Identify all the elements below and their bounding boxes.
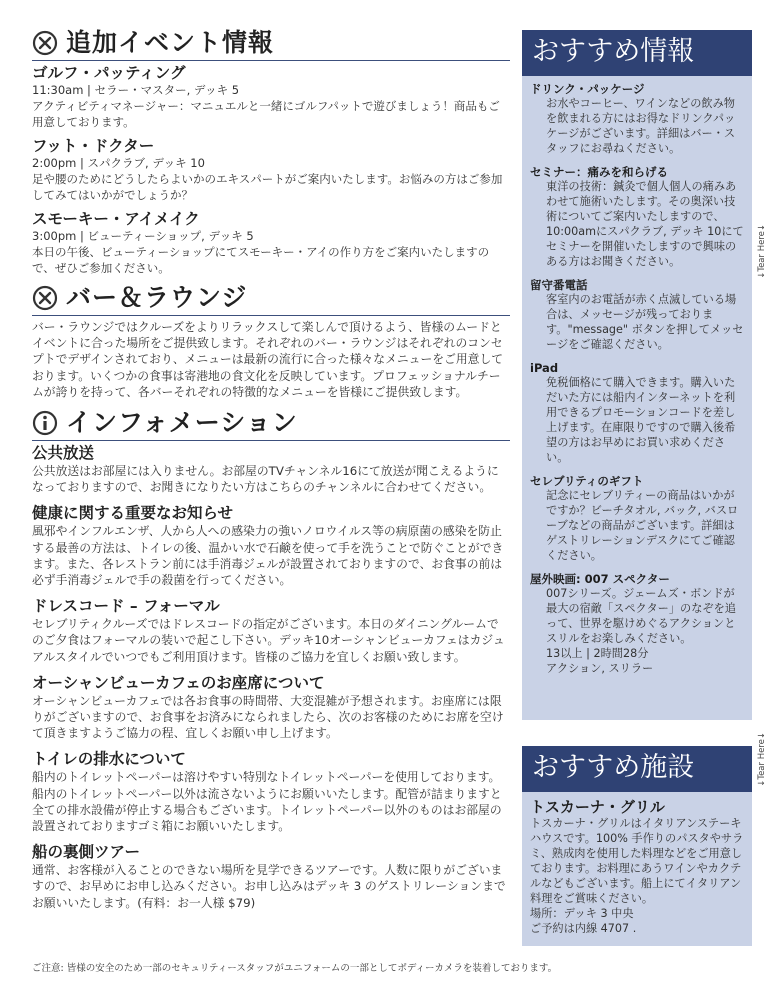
section-title: インフォメーション	[66, 408, 298, 438]
bar-description: バー・ラウンジではクルーズをよりリラックスして楽しんで頂けるよう、皆様のムードとイベントに合った場所をご提供致します。それぞれのバー・ラウンジはそれぞれのコンセプトでデザインされており、メニューは最新の流行に合った様々なメニューをご用意しております。いくつかの食事は寄港地の食文化を反映しています。プロフェッショナルチームが誇りを持って、各バーそれぞれの特徴的なメニューを皆様にご提供致します。	[32, 320, 504, 399]
info-item	[32, 444, 510, 495]
movie-genre: アクション, スリラー	[546, 662, 654, 675]
event-title: フット・ドクター	[32, 137, 155, 155]
event-time: 11:30am | セラー・マスター, デッキ 5	[32, 83, 240, 97]
facility-location: 場所：デッキ 3 中央	[530, 907, 634, 920]
recommend-item	[530, 165, 744, 269]
recommend-item	[530, 278, 744, 352]
event-description: 足や腰のためにどうしたらよいかのエキスパートがご案内いたします。お悩みの方はご参加してみてはいかがでしょうか？	[32, 172, 503, 202]
recommend-item	[530, 474, 744, 563]
info-title: 船の裏側ツアー	[32, 843, 141, 862]
event-item	[32, 210, 510, 276]
recommend-item-text: 免税価格にて購入できます。購入いただいた方には船内インターネットを利用できるプロモーションコードを差し上げます。在庫限りですので購入後希望の方はお早めにお買い求めください。	[546, 376, 736, 464]
section-header-info	[32, 408, 510, 441]
recommend-panel-title: おすすめ情報	[522, 30, 752, 76]
recommend-item	[530, 361, 744, 465]
recommend-item-text: 記念にセレブリティーの商品はいかがですか？ビーチタオル, バック, バスローブなどの商品がございます。詳細はゲストリレーションデスクにてご確認ください。	[546, 489, 739, 562]
recommend-item-title: ドリンク・パッケージ	[530, 82, 645, 96]
movie-rating-duration: 13以上 | 2時間28分	[546, 647, 649, 660]
tear-here-label: ↓Tear Here↓	[757, 224, 767, 279]
close-circle-icon	[32, 285, 58, 311]
recommend-item-text: 007シリーズ。ジェームズ・ボンドが最大の宿敵「スペクター」のなぞを追って、世界を駆けめぐるアクションとスリルをお楽しみください。	[546, 587, 736, 645]
recommend-item-title: iPad	[530, 361, 559, 375]
recommend-item-title: 留守番電話	[530, 278, 588, 292]
info-item	[32, 750, 510, 834]
main-column	[32, 28, 510, 920]
close-circle-icon	[32, 30, 58, 56]
event-title: ゴルフ・パッティング	[32, 64, 186, 82]
recommend-item	[530, 572, 744, 676]
recommend-item-title: 屋外映画: 007 スペクター	[530, 572, 670, 586]
section-header-events	[32, 28, 510, 61]
section-title: バー＆ラウンジ	[66, 283, 248, 312]
event-time: 2:00pm | スパクラブ, デッキ 10	[32, 156, 205, 170]
event-item	[32, 64, 510, 130]
info-title: 公共放送	[32, 444, 95, 463]
event-title: スモーキー・アイメイク	[32, 210, 200, 228]
facility-name: トスカーナ・グリル	[530, 798, 665, 816]
info-body: 公共放送はお部屋には入りません。お部屋のTVチャンネル16にて放送が聞こえるようになっておりますので、お聞きになりたい方はこちらのチャンネルに合わせてください。	[32, 464, 499, 495]
info-title: ドレスコード – フォーマル	[32, 597, 220, 616]
info-body: 船内のトイレットペーパーは溶けやすい特別なトイレットペーパーを使用しております。船内のトイレットペーパー以外は流さないようにお願いいたします。配管が詰まりますと全ての排水設備が停止する場合もございます。トイレットペーパー以外のものはお部屋の設置されておりますゴミ箱にお願いいたします。	[32, 770, 502, 834]
info-body: オーシャンビューカフェでは各お食事の時間帯、大変混雑が予想されます。お座席には限りがございますので、お食事をお済みになられましたら、次のお客様のためにお席を空けて頂きますようご協力の程、宜しくお願い申し上げます。	[32, 693, 504, 741]
info-title: オーシャンビューカフェのお座席について	[32, 673, 325, 692]
info-body: セレブリティクルーズではドレスコードの指定がございます。本日のダイニングルームでのご夕食はフォーマルの装いで起こし下さい。デッキ10オーシャンビューカフェはカジュアルスタイルでいつでもご利用頂けます。皆様のご協力を宜しくお願い致します。	[32, 617, 505, 664]
recommend-panel	[522, 30, 752, 720]
facility-description: トスカーナ・グリルはイタリアンステーキハウスです。100% 手作りのパスタやサラミ、熟成肉を使用した料理などをご用意しております。お料理にあうワインやカクテルなどもございます。船上にてイタリアン料理をご賞味ください。	[530, 817, 744, 905]
info-body: 風邪やインフルエンザ、人から人への感染力の強いノロウイルス等の病原菌の感染を防止する最善の方法は、トイレの後、温かい水で石鹸を使って手を洗うことで防ぐことができます。また、各レストラン前には手消毒ジェルが設置されておりますので、お食事の前は必ず手消毒ジェルで手の殺菌を行ってください。	[32, 524, 504, 588]
recommend-item-text: 東洋の技術：鍼灸で個人個人の痛みあわせて施術いたします。その奥深い技術についてご案内いたしますので、10:00amにスパクラブ, デッキ 10にてセミナーを開催いたしますので興味のある方はお聞きください。	[546, 180, 744, 268]
facility-panel	[522, 746, 752, 946]
info-title: 健康に関する重要なお知らせ	[32, 504, 234, 523]
info-item	[32, 504, 510, 588]
recommend-item-text: 客室内のお電話が赤く点滅している場合は、メッセージが残っております。"message" ボタンを押してメッセージをご確認ください。	[546, 293, 744, 351]
info-item	[32, 597, 510, 665]
recommend-item-text: お水やコーヒー、ワインなどの飲み物を飲まれる方にはお得なドリンクパッケージがございます。詳細はバー・スタッフにお尋ねください。	[546, 97, 736, 155]
recommend-item-title: セミナー：痛みを和らげる	[530, 165, 668, 179]
facility-panel-title: おすすめ施設	[522, 746, 752, 792]
info-item	[32, 843, 510, 911]
info-title: トイレの排水について	[32, 750, 186, 769]
recommend-item-title: セレブリティのギフト	[530, 474, 644, 488]
info-item	[32, 674, 510, 742]
recommend-item	[530, 82, 744, 156]
footer-note: ご注意: 皆様の安全のため一部のセキュリティースタッフがユニフォームの一部としてボディーカメラを装着しております。	[32, 963, 558, 974]
section-header-bar	[32, 283, 510, 316]
event-description: アクティビティマネージャー：マニュエルと一緒にゴルフパットで遊びましょう！商品もご用意しております。	[32, 99, 500, 129]
event-time: 3:00pm | ビューティーショップ, デッキ 5	[32, 229, 254, 243]
tear-here-label: ↓Tear Here↓	[757, 732, 767, 787]
info-icon	[32, 410, 58, 436]
event-description: 本日の午後、ビューティーショップにてスモーキー・アイの作り方をご案内いたしますので、ぜひご参加ください。	[32, 245, 490, 275]
event-item	[32, 137, 510, 203]
facility-reservation: ご予約は内線 4707 .	[530, 922, 637, 935]
section-title: 追加イベント情報	[66, 28, 275, 57]
info-body: 通常、お客様が入ることのできない場所を見学できるツアーです。人数に限りがございますので、お早めにお申し込みください。お申し込みはデッキ 3 のゲストリレーションまでお願いいたします。(有料：お一人様 $79)	[32, 863, 506, 910]
